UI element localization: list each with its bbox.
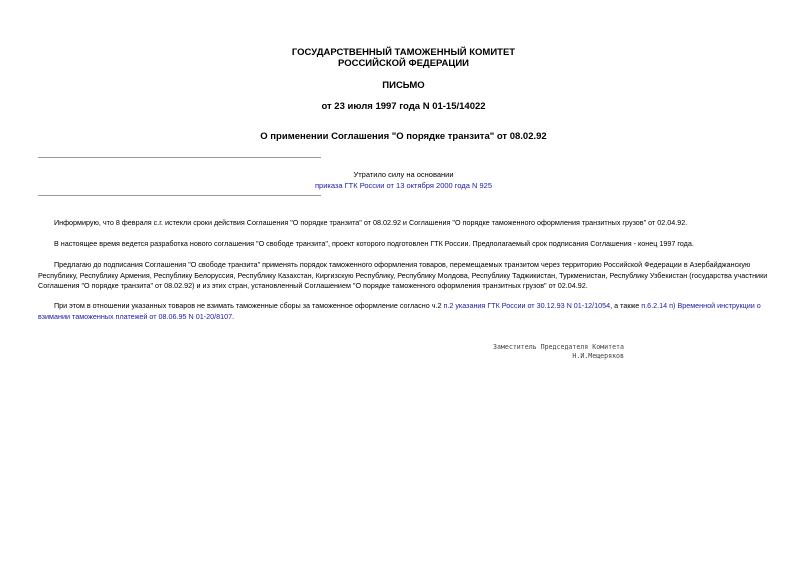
paragraph-4-text-2: , а также <box>610 301 642 310</box>
document-type: ПИСЬМО <box>382 80 425 91</box>
org-name-line2: РОССИЙСКОЙ ФЕДЕРАЦИИ <box>337 58 469 69</box>
instruction-link-2[interactable]: п.6.2.14 п) Временной инструкции о взимании таможенных платежей от 08.06.95 N 01-20/8107 <box>38 301 761 321</box>
signature-name: Н.И.Мещеряков <box>572 352 624 360</box>
paragraph-4-text-3: . <box>232 311 235 321</box>
divider-top <box>38 157 321 158</box>
paragraph-3: Предлагаю до подписания Соглашения "О свободе транзита" применять порядок таможенного оформления товаров, перемещаемых транзитом через территорию Российской Федерации в Азербайджанскую Республику, Республику Армения, Республику Белоруссия, Республику Казахстан, Киргизскую Республику, Республику Молдова, Республику Таджикистан, Туркменистан, Республику Узбекистан (государства участники Соглашения "О порядке транзита" от 08.02.92) и из этих стран, установленный Соглашением "О порядке таможенного оформления транзитных грузов" от 02.04.92. <box>38 260 768 290</box>
paragraph-1: Информирую, что 8 февраля с.г. истекли сроки действия Соглашения "О порядке транзита" от 08.02.92 и Соглашения "О порядке таможенного оформления транзитных грузов" от 02.04.92. <box>54 218 688 227</box>
instruction-link-1[interactable]: п.2 указания ГТК России от 30.12.93 N 01-12/1054 <box>443 301 611 310</box>
repeal-order-link[interactable]: приказа ГТК России от 13 октября 2000 года N 925 <box>314 181 493 190</box>
status-note-text: Утратило силу на основании <box>353 170 454 179</box>
document-date-number: от 23 июля 1997 года N 01-15/14022 <box>321 101 486 112</box>
paragraph-4-text-1: При этом в отношении указанных товаров не взимать таможенные сборы за таможенное оформление согласно ч.2 <box>54 301 444 310</box>
paragraph-4 <box>38 301 771 322</box>
document-subject: О применении Соглашения "О порядке транзита" от 08.02.92 <box>260 131 547 142</box>
status-note-link-wrap <box>0 180 807 191</box>
divider-bottom <box>38 195 321 196</box>
signature-position: Заместитель Председателя Комитета <box>492 343 624 351</box>
org-name-line1: ГОСУДАРСТВЕННЫЙ ТАМОЖЕННЫЙ КОМИТЕТ <box>291 47 516 58</box>
paragraph-2: В настоящее время ведется разработка нового соглашения "О свободе транзита", проект которого подготовлен ГТК России. Предполагаемый срок подписания Соглашения - конец 1997 года. <box>54 239 694 248</box>
